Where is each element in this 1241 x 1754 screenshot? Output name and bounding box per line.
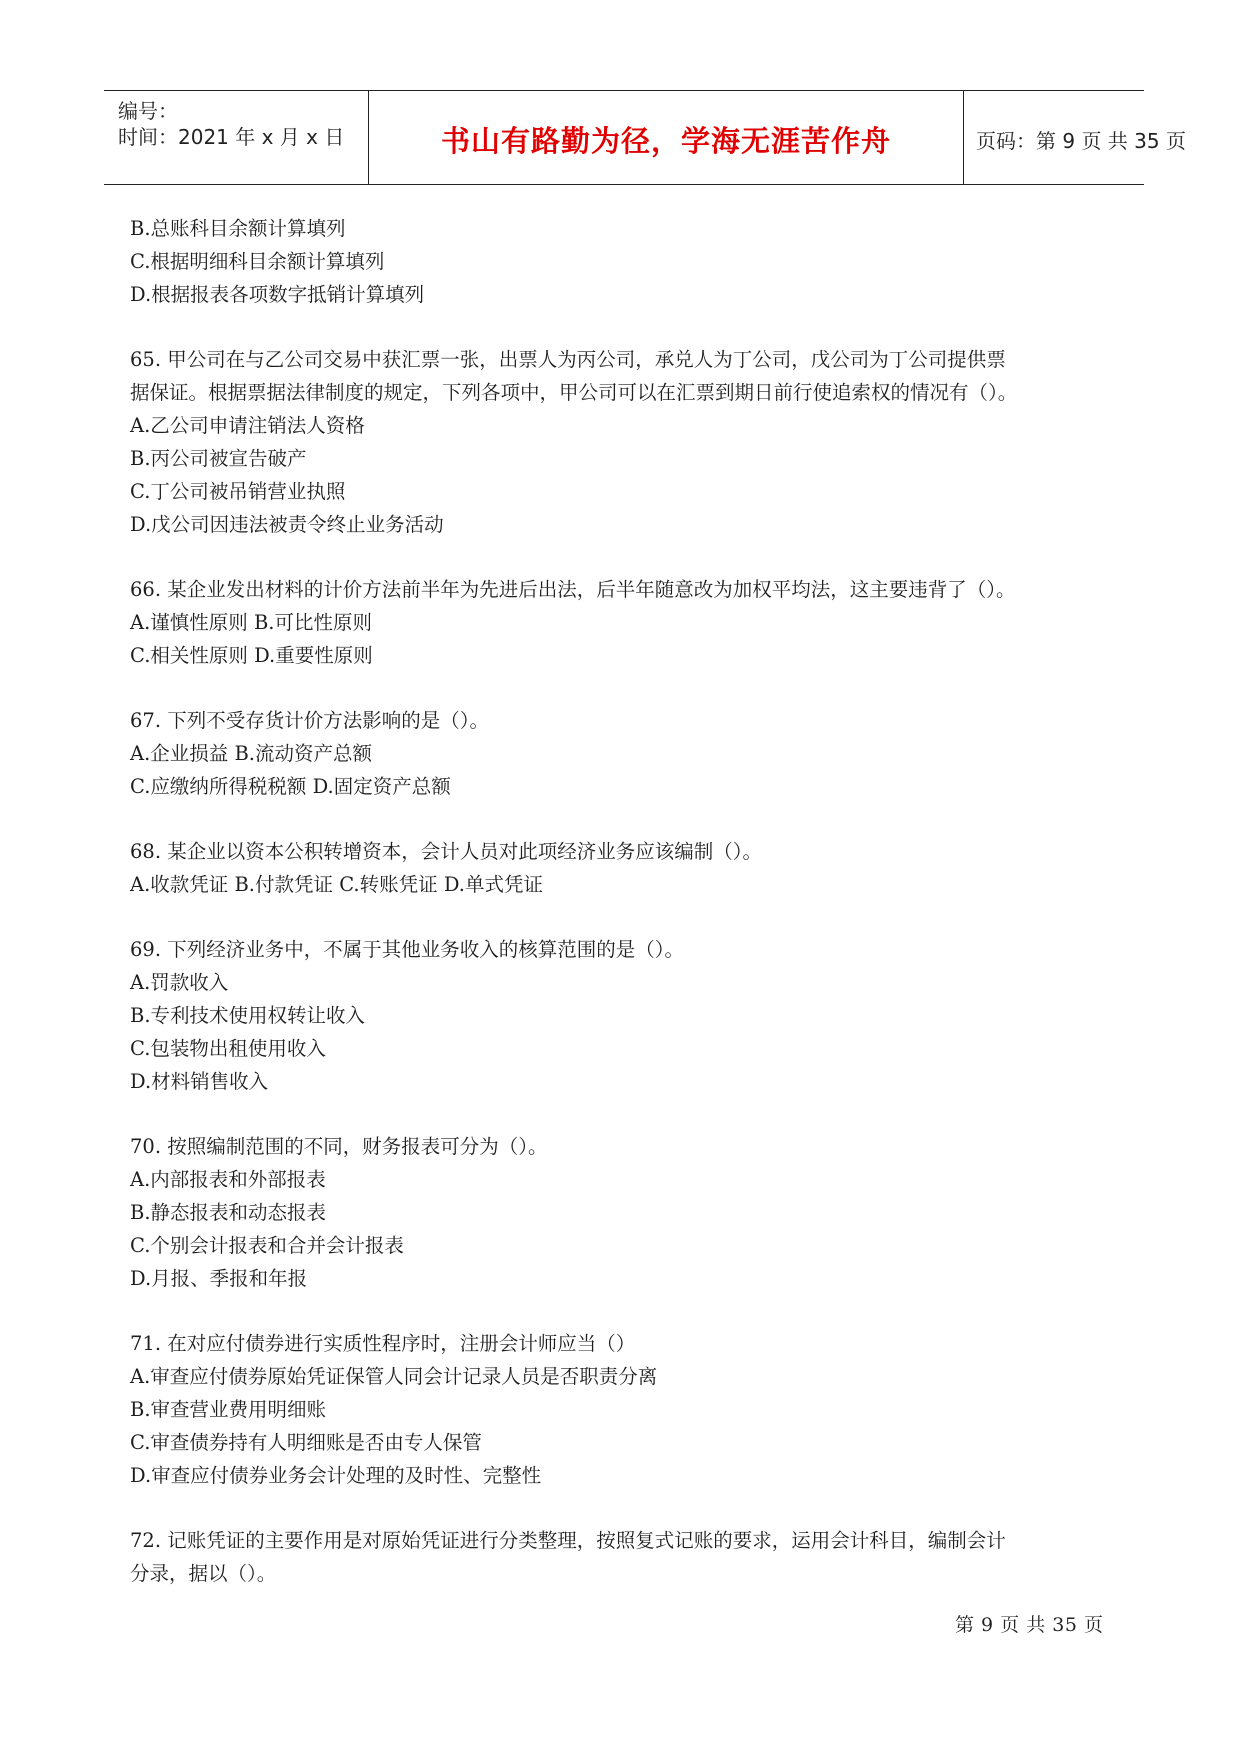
question-block <box>130 1524 1122 1590</box>
document-number-label: 编号： <box>118 99 178 123</box>
header-motto: 书山有路勤为径，学海无涯苦作舟 <box>440 124 891 158</box>
text-line: D.材料销售收入 <box>130 1070 269 1093</box>
footer-page-number: 第 9 页 共 35 页 <box>955 1614 1104 1636</box>
text-line: C.审查债券持有人明细账是否由专人保管 <box>130 1431 482 1454</box>
text-line: B.静态报表和动态报表 <box>130 1201 327 1224</box>
paragraph-gap <box>130 1295 1122 1327</box>
text-line: C.丁公司被吊销营业执照 <box>130 480 346 503</box>
text-line: C.根据明细科目余额计算填列 <box>130 250 385 273</box>
question-block <box>130 212 1122 311</box>
text-line: A.企业损益 B.流动资产总额 <box>130 742 373 765</box>
question-line: 69. 下列经济业务中，不属于其他业务收入的核算范围的是（）。 <box>130 938 684 961</box>
text-line: 分录，据以（）。 <box>130 1562 277 1585</box>
text-line: B.专利技术使用权转让收入 <box>130 1004 366 1027</box>
text-line: A.罚款收入 <box>130 971 229 994</box>
text-line: C.相关性原则 D.重要性原则 <box>130 644 373 667</box>
text-line: D.根据报表各项数字抵销计算填列 <box>130 283 425 306</box>
text-line: A.谨慎性原则 B.可比性原则 <box>130 611 373 634</box>
question-line: 72. 记账凭证的主要作用是对原始凭证进行分类整理，按照复式记账的要求，运用会计科目，编制会计 <box>130 1529 1006 1552</box>
text-line: A.审查应付债券原始凭证保管人同会计记录人员是否职责分离 <box>130 1365 658 1388</box>
text-line: A.乙公司申请注销法人资格 <box>130 414 365 437</box>
text-line: B.丙公司被宣告破产 <box>130 447 307 470</box>
question-block <box>130 573 1122 672</box>
text-line: D.审查应付债券业务会计处理的及时性、完整性 <box>130 1464 542 1487</box>
question-line: 65. 甲公司在与乙公司交易中获汇票一张，出票人为丙公司，承兑人为丁公司，戊公司为丁公司提供票 <box>130 348 1006 371</box>
text-line: C.应缴纳所得税税额 D.固定资产总额 <box>130 775 451 798</box>
paragraph-gap <box>130 1098 1122 1130</box>
question-line: 66. 某企业发出材料的计价方法前半年为先进后出法，后半年随意改为加权平均法，这主要违背了（）。 <box>130 578 1016 601</box>
text-line: D.月报、季报和年报 <box>130 1267 308 1290</box>
text-line: D.戊公司因违法被责令终止业务活动 <box>130 513 444 536</box>
header-page-number: 页码：第 9 页 共 35 页 <box>976 129 1186 153</box>
question-block <box>130 835 1122 901</box>
question-block <box>130 933 1122 1098</box>
question-block <box>130 343 1122 541</box>
question-block <box>130 704 1122 803</box>
document-body <box>130 212 1122 1590</box>
paragraph-gap <box>130 1492 1122 1524</box>
text-line: 据保证。根据票据法律制度的规定，下列各项中，甲公司可以在汇票到期日前行使追索权的情况有（）。 <box>130 381 1018 404</box>
text-line: B.审查营业费用明细账 <box>130 1398 327 1421</box>
question-block <box>130 1327 1122 1492</box>
question-line: 70. 按照编制范围的不同，财务报表可分为（）。 <box>130 1135 548 1158</box>
text-line: A.收款凭证 B.付款凭证 C.转账凭证 D.单式凭证 <box>130 873 543 896</box>
header-meta-cell <box>104 91 369 184</box>
question-block <box>130 1130 1122 1295</box>
paragraph-gap <box>130 901 1122 933</box>
document-header <box>104 90 1186 185</box>
paragraph-gap <box>130 803 1122 835</box>
text-line: A.内部报表和外部报表 <box>130 1168 326 1191</box>
question-line: 68. 某企业以资本公积转增资本，会计人员对此项经济业务应该编制（）。 <box>130 840 762 863</box>
question-line: B.总账科目余额计算填列 <box>130 217 346 240</box>
document-time-label: 时间：2021 年 x 月 x 日 <box>118 125 345 149</box>
question-line: 71. 在对应付债券进行实质性程序时，注册会计师应当（） <box>130 1332 636 1355</box>
question-line: 67. 下列不受存货计价方法影响的是（）。 <box>130 709 489 732</box>
header-page-cell <box>964 91 1186 184</box>
text-line: C.包装物出租使用收入 <box>130 1037 326 1060</box>
paragraph-gap <box>130 541 1122 573</box>
header-motto-cell <box>369 91 964 184</box>
text-line: C.个别会计报表和合并会计报表 <box>130 1234 404 1257</box>
paragraph-gap <box>130 672 1122 704</box>
paragraph-gap <box>130 311 1122 343</box>
